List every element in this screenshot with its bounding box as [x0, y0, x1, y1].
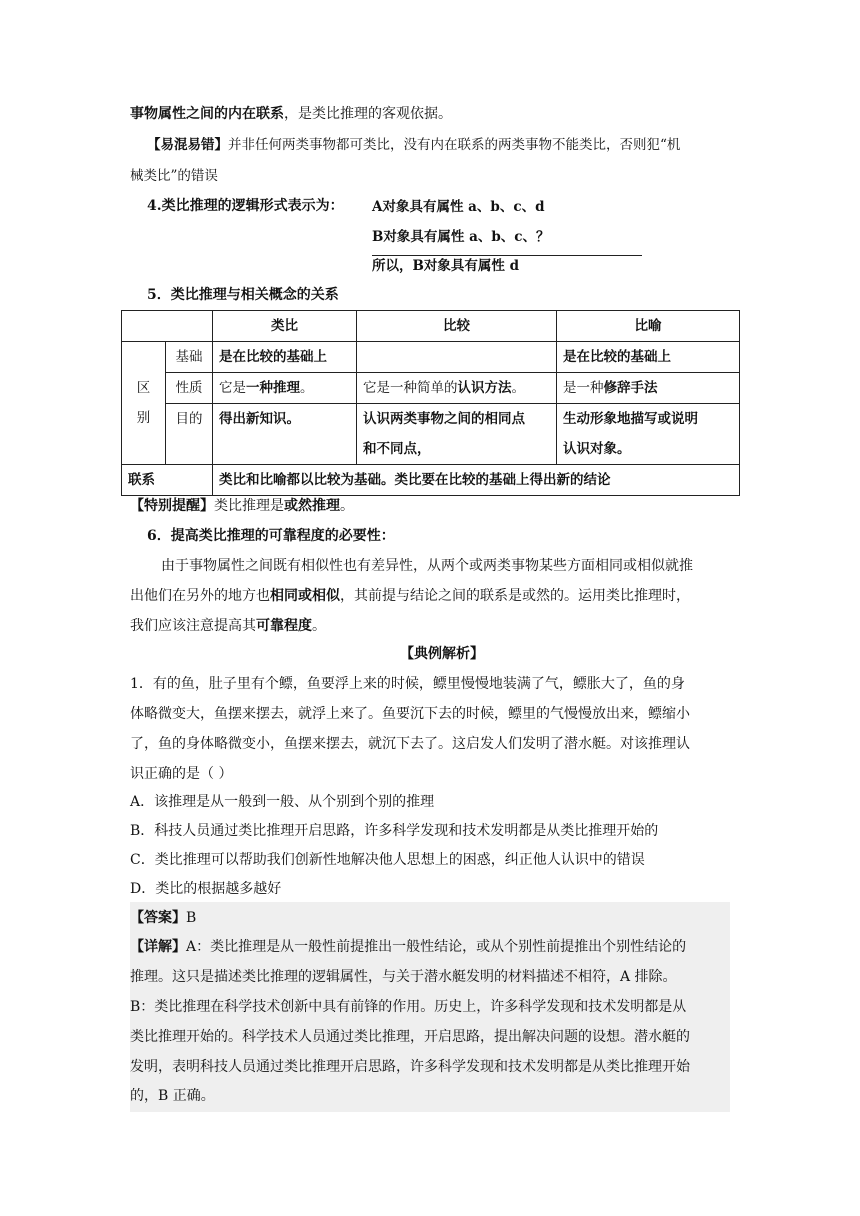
cell-basis-analogy: 是在比较的基础上 — [213, 342, 357, 373]
item4-conclusion: 所以，B对象具有属性 d — [372, 258, 520, 274]
nature-comparison-post: 。 — [511, 380, 525, 396]
special-reminder — [130, 495, 354, 515]
item6-para-line3 — [130, 615, 326, 635]
mistake-line1 — [147, 133, 680, 153]
nature-metaphor-pre: 是一种 — [563, 380, 604, 396]
cell-purpose-analogy: 得出新知识。 — [213, 404, 357, 465]
distinct-label: 区别 — [136, 380, 151, 426]
detail-tag: 【详解】 — [130, 939, 186, 955]
item6-p3b: 可靠程度 — [256, 618, 312, 634]
question-line4: 识正确的是（ ） — [130, 766, 233, 782]
intro-line — [130, 103, 452, 123]
mistake-tag: 【易混易错】 — [147, 137, 228, 153]
option-a: A．该推理是从一般到一般、从个别到个别的推理 — [130, 794, 435, 810]
detail-line1 — [130, 936, 686, 956]
intro-bold: 事物属性之间的内在联系 — [130, 106, 284, 122]
detail-line3: B：类比推理在科学技术创新中具有前锋的作用。历史上，许多科学发现和技术发明都是从 — [130, 999, 687, 1015]
special-post: 。 — [340, 498, 354, 514]
row-label-purpose: 目的 — [166, 404, 213, 465]
cell-nature-analogy — [213, 373, 357, 404]
cell-purpose-metaphor — [557, 404, 740, 465]
cell-basis-metaphor: 是在比较的基础上 — [557, 342, 740, 373]
question-line2: 体略微变大，鱼摆来摆去，就浮上来了。鱼要沉下去的时候，鳔里的气慢慢放出来，鳔缩小 — [130, 706, 690, 722]
detail-line2: 推理。这只是描述类比推理的逻辑属性，与关于潜水艇发明的材料描述不相符，A 排除。 — [130, 969, 677, 985]
option-b: B．科技人员通过类比推理开启思路，许多科学发现和技术发明都是从类比推理开始的 — [130, 823, 659, 839]
question-line1: 1．有的鱼，肚子里有个鳔，鱼要浮上来的时候，鳔里慢慢地装满了气，鳔胀大了，鱼的身 — [130, 676, 685, 692]
item6-p2c: ，其前提与结论之间的联系是或然的。运用类比推理时， — [340, 588, 690, 604]
example-heading: 【典例解析】 — [400, 646, 484, 662]
answer-value: B — [186, 910, 197, 926]
mistake-text1: 并非任何两类事物都可类比，没有内在联系的两类事物不能类比，否则犯“机 — [228, 137, 681, 153]
detail-text1: A：类比推理是从一般性前提推出一般性结论，或从个别性前提推出个别性结论的 — [186, 939, 687, 955]
table-header-row — [122, 311, 740, 342]
nature-analogy-pre: 它是 — [219, 380, 246, 396]
purpose-comparison-line1: 认识两类事物之间的相同点 — [363, 411, 525, 427]
comparison-table — [121, 310, 740, 496]
header-metaphor: 比喻 — [557, 311, 740, 342]
special-pre: 类比推理是 — [214, 498, 284, 514]
purpose-comparison-line2: 和不同点， — [363, 441, 431, 457]
table-corner-cell — [122, 311, 213, 342]
item6-p2a: 出他们在另外的地方也 — [130, 588, 270, 604]
table-row-link — [122, 465, 740, 496]
cell-purpose-comparison — [357, 404, 557, 465]
detail-line5: 发明，表明科技人员通过类比推理开启思路，许多科学发现和技术发明都是从类比推理开始 — [130, 1059, 690, 1075]
row-label-basis: 基础 — [166, 342, 213, 373]
table-row-purpose — [122, 404, 740, 465]
item4-premise-a: A对象具有属性 a、b、c、d — [372, 199, 545, 215]
option-c: C．类比推理可以帮助我们创新性地解决他人思想上的困惑，纠正他人认识中的错误 — [130, 852, 645, 868]
cell-nature-comparison — [357, 373, 557, 404]
table-row-nature — [122, 373, 740, 404]
purpose-metaphor-line2: 认识对象。 — [563, 441, 631, 457]
nature-comparison-pre: 它是一种简单的 — [363, 380, 458, 396]
nature-comparison-bold: 认识方法 — [457, 380, 512, 396]
item4-label: 4.类比推理的逻辑形式表示为： — [147, 198, 344, 214]
special-tag: 【特别提醒】 — [130, 498, 214, 514]
option-d: D．类比的根据越多越好 — [130, 881, 282, 897]
header-comparison: 比较 — [357, 311, 557, 342]
item6-para-line2 — [130, 585, 690, 605]
question-line3: 了，鱼的身体略微变小，鱼摆来摆去，就沉下去了。这启发人们发明了潜水艇。对该推理认 — [130, 736, 690, 752]
row-label-nature: 性质 — [166, 373, 213, 404]
answer-line — [130, 907, 196, 927]
item4-premise-b: B对象具有属性 a、b、c、？ — [372, 229, 550, 245]
special-bold: 或然推理 — [284, 498, 340, 514]
nature-analogy-bold: 一种推理 — [246, 380, 300, 396]
intro-rest: ，是类比推理的客观依据。 — [284, 106, 452, 122]
table-row-basis — [122, 342, 740, 373]
detail-line4: 类比推理开始的。科学技术人员通过类比推理，开启思路，提出解决问题的设想。潜水艇的 — [130, 1029, 690, 1045]
item6-p3a: 我们应该注意提高其 — [130, 618, 256, 634]
cell-link-text: 类比和比喻都以比较为基础。类比要在比较的基础上得出新的结论 — [213, 465, 740, 496]
nature-analogy-post: 。 — [300, 380, 314, 396]
mistake-line2: 械类比”的错误 — [130, 168, 218, 184]
answer-tag: 【答案】 — [130, 910, 186, 926]
item6-label: 6．提高类比推理的可靠程度的必要性： — [147, 528, 395, 544]
detail-line6: 的，B 正确。 — [130, 1088, 215, 1104]
purpose-metaphor-line1: 生动形象地描写或说明 — [563, 411, 698, 427]
item6-p3c: 。 — [312, 618, 326, 634]
cell-nature-metaphor — [557, 373, 740, 404]
distinct-label-cell — [122, 342, 166, 465]
nature-metaphor-bold: 修辞手法 — [603, 380, 658, 396]
header-analogy: 类比 — [213, 311, 357, 342]
item5-label: 5．类比推理与相关概念的关系 — [147, 287, 339, 303]
item6-para-line1: 由于事物属性之间既有相似性也有差异性，从两个或两类事物某些方面相同或相似就推 — [161, 558, 693, 574]
row-label-link: 联系 — [122, 465, 213, 496]
cell-basis-comparison — [357, 342, 557, 373]
item6-p2b: 相同或相似 — [270, 588, 340, 604]
